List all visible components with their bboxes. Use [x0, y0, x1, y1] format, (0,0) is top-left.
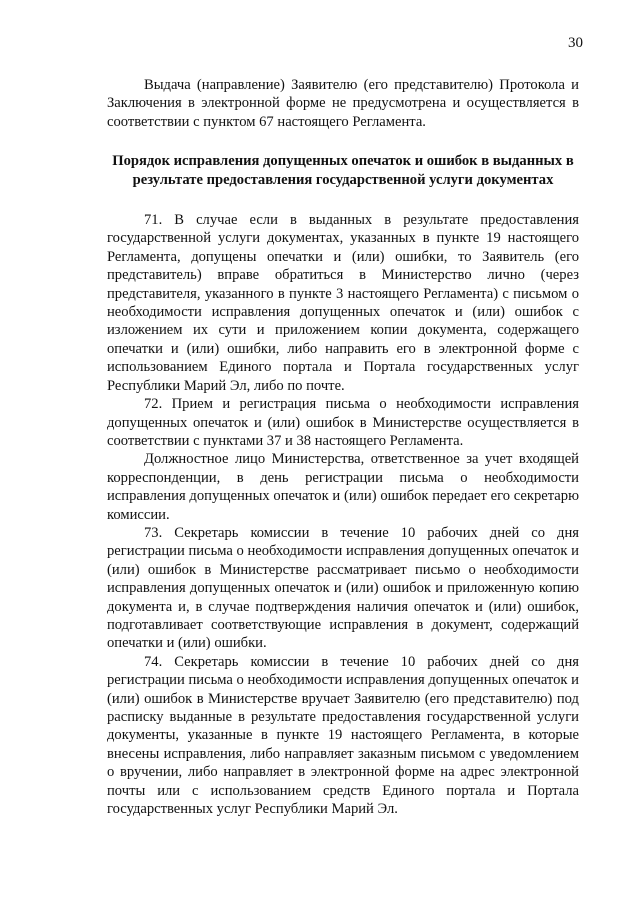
- page-number: 30: [568, 35, 583, 51]
- paragraph-72: 72. Прием и регистрация письма о необходимости исправления допущенных опечаток и (или) ошибок в Министерстве осуществляется в соответствии с пунктами 37 и 38 настоящего Регламента.: [107, 396, 579, 449]
- paragraph-72-continuation: Должностное лицо Министерства, ответственное за учет входящей корреспонденции, в день регистрации письма о необходимости исправления допущенных опечаток и (или) ошибок передает его секретарю комиссии.: [107, 451, 579, 523]
- paragraph-71: 71. В случае если в выданных в результате предоставления государственной услуги документах, указанных в пункте 19 настоящего Регламента, допущены опечатки и (или) ошибки, то Заявитель (его представитель) вправе обратиться в Министерство лично (через представителя, указанного в пункте 3 настоящего Регламента) с письмом о необходимости исправления допущенных опечаток и (или) ошибок с изложением их сути и приложением копии документа, содержащего опечатки и (или) ошибки, либо направить его в электронной форме с использованием Единого портала и Портала государственных услуг Республики Марий Эл, либо по почте.: [107, 212, 579, 394]
- paragraph-73: 73. Секретарь комиссии в течение 10 рабочих дней со дня регистрации письма о необходимости исправления допущенных опечаток и (или) ошибок в Министерстве рассматривает письмо о необходимости исправления допущенных опечаток и (или) ошибок и приложенную копию документа и, в случае подтверждения наличия опечаток и (или) ошибок, подготавливает соответствующие исправления в документ, содержащий опечатки и (или) ошибки.: [107, 524, 579, 652]
- document-body: [107, 76, 579, 818]
- paragraph-74: 74. Секретарь комиссии в течение 10 рабочих дней со дня регистрации письма о необходимости исправления допущенных опечаток и (или) ошибок в Министерстве вручает Заявителю (его представителю) под расписку выданные в результате предоставления государственной услуги документы, указанные в пункте 19 настоящего Регламента, в которые внесены исправления, либо направляет заказным письмом с уведомлением о вручении, либо направляет в электронной форме на адрес электронной почты или с использованием средств Единого портала и Портала государственных услуг Республики Марий Эл.: [107, 653, 579, 818]
- section-heading: Порядок исправления допущенных опечаток и ошибок в выданных в результате предоставления государственной услуги документах: [112, 153, 574, 188]
- intro-paragraph: Выдача (направление) Заявителю (его представителю) Протокола и Заключения в электронной форме не предусмотрена и осуществляется в соответствии с пунктом 67 настоящего Регламента.: [107, 77, 579, 130]
